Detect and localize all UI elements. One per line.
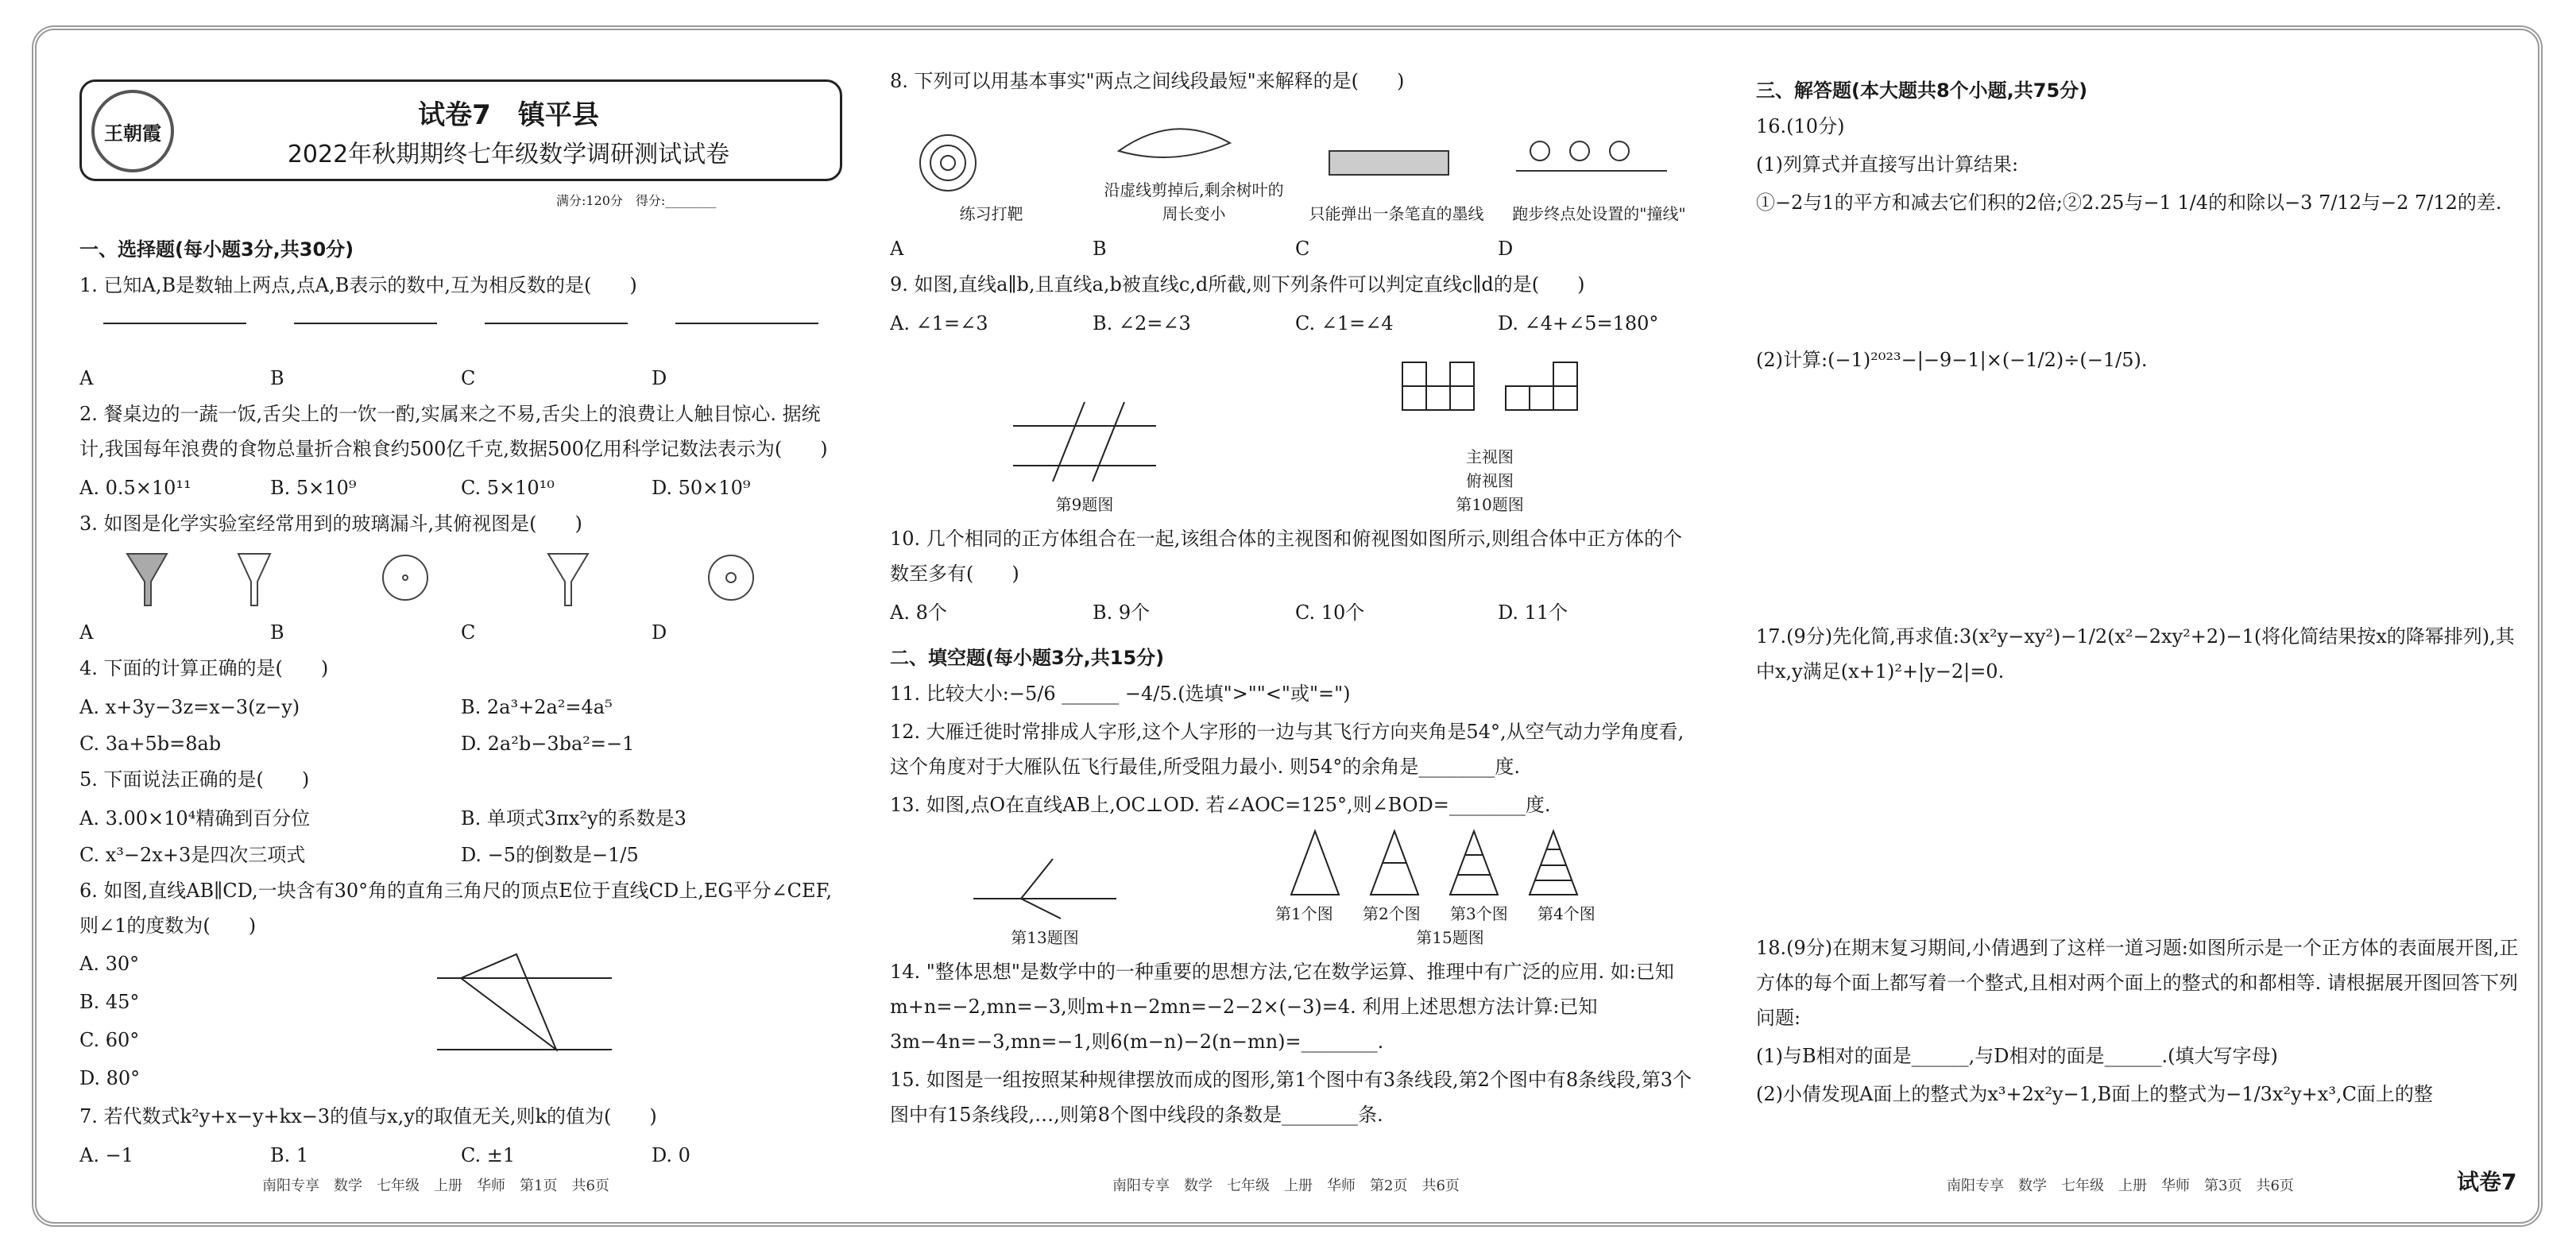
q6-option-b[interactable]: B. 45°: [79, 991, 140, 1013]
publisher-logo: [91, 90, 174, 172]
q7-option-b[interactable]: B. 1: [270, 1144, 309, 1166]
footer-right: 南阳专享 数学 七年级 上册 华师 第3页 共6页: [1947, 1178, 2294, 1194]
question-1: 1. 已知A,B是数轴上两点,点A,B表示的数中,互为相反数的是( ): [79, 274, 637, 296]
q10-option-b[interactable]: B. 9个: [1093, 601, 1151, 624]
q3-options: [79, 614, 842, 651]
q8-option-c[interactable]: C: [1295, 238, 1310, 260]
q5-option-b[interactable]: B. 单项式3πx²y的系数是3: [461, 807, 687, 830]
question-4: 4. 下面的计算正确的是( ): [79, 657, 329, 679]
q9-options: [890, 305, 1700, 342]
section-1-heading: 一、选择题(每小题3分,共30分): [79, 238, 354, 261]
q3-option-d[interactable]: D: [652, 621, 667, 644]
fig15-caption-4: 第4个图: [1537, 904, 1595, 923]
exam-header: [79, 79, 842, 181]
q6-option-a[interactable]: A. 30°: [79, 953, 140, 975]
q9-option-b[interactable]: B. ∠2=∠3: [1093, 312, 1191, 335]
figure-13: [965, 851, 1124, 950]
q3-option-b[interactable]: B: [270, 621, 284, 644]
fig10-main-view-label: 主视图: [1466, 447, 1514, 466]
q4-option-c[interactable]: C. 3a+5b=8ab: [79, 733, 222, 755]
q8-caption-b: 沿虚线剪掉后,剩余树叶的周长变小: [1104, 180, 1284, 223]
q13-q15-figures: [890, 827, 1700, 950]
question-6: 6. 如图,直线AB∥CD,一块含有30°角的直角三角尺的顶点E位于直线CD上,EG平分∠CEF,则∠1的度数为( ): [79, 880, 833, 937]
column-1: [79, 222, 842, 1168]
q17-answer-space[interactable]: [1756, 692, 2519, 930]
question-13: 13. 如图,点O在直线AB上,OC⊥OD. 若∠AOC=125°,则∠BOD=________度.: [890, 794, 1551, 816]
logo-text: 王朝霞: [104, 121, 161, 145]
q16-part-1-detail: ①−2与1的平方和减去它们积的2倍;②2.25与−1 1/4的和除以−3 7/12与−2 7/12的差.: [1756, 191, 2502, 214]
exam-badge: 试卷7: [2457, 1169, 2517, 1195]
q8-figure-b: [1103, 103, 1286, 226]
running-finish-line-image: [1508, 127, 1691, 199]
figure-10: [1394, 346, 1585, 516]
question-10: 10. 几个相同的正方体组合在一起,该组合体的主视图和俯视图如图所示,则组合体中正方体的个数至多有( ): [890, 528, 1683, 585]
q10-option-c[interactable]: C. 10个: [1295, 601, 1365, 624]
q15-triangles-figure: [1275, 827, 1625, 899]
q10-views-figure: [1394, 346, 1585, 442]
q8-option-d[interactable]: D: [1498, 238, 1514, 260]
q8-caption-c: 只能弹出一条笔直的墨线: [1309, 204, 1484, 223]
footer-left: 南阳专享 数学 七年级 上册 华师 第1页 共6页: [262, 1178, 609, 1194]
q4-option-d[interactable]: D. 2a²b−3ba²=−1: [461, 733, 635, 755]
q9-lines-figure: [1005, 394, 1164, 489]
fig10-top-view-label: 俯视图: [1466, 471, 1514, 490]
q5-option-c[interactable]: C. x³−2x+3是四次三项式: [79, 844, 306, 866]
q8-figures: [890, 103, 1700, 226]
target-practice-image: [900, 127, 1083, 199]
q7-option-a[interactable]: A. −1: [79, 1144, 133, 1166]
q7-option-d[interactable]: D. 0: [652, 1144, 690, 1166]
q5-option-a[interactable]: A. 3.00×10⁴精确到百分位: [79, 807, 311, 830]
column-3: [1756, 64, 2519, 1168]
q2-option-c[interactable]: C. 5×10¹⁰: [461, 477, 555, 499]
ink-line-image: [1305, 127, 1488, 199]
q3-option-a[interactable]: A: [79, 621, 94, 644]
fig15-caption-1: 第1个图: [1275, 904, 1333, 923]
q5-options-row1: [79, 800, 842, 837]
fig15-caption: 第15题图: [1416, 928, 1484, 947]
question-17: 17.(9分)先化简,再求值:3(x²y−xy²)−1/2(x²−2xy²+2)−1(将化简结果按x的降幂排列),其中x,y满足(x+1)²+|y−2|=0.: [1756, 625, 2515, 683]
question-3: 3. 如图是化学实验室经常用到的玻璃漏斗,其俯视图是( ): [79, 512, 582, 535]
question-8: 8. 下列可以用基本事实"两点之间线段最短"来解释的是( ): [890, 70, 1405, 92]
q8-options: [890, 230, 1700, 267]
q7-option-c[interactable]: C. ±1: [461, 1144, 516, 1166]
question-9: 9. 如图,直线a∥b,且直线a,b被直线c,d所截,则下列条件可以判定直线c∥d的是( ): [890, 273, 1585, 296]
q7-options: [79, 1137, 842, 1168]
q16-part-2: (2)计算:(−1)²⁰²³−|−9−1|×(−1/2)÷(−1/5).: [1756, 349, 2148, 371]
q9-option-d[interactable]: D. ∠4+∠5=180°: [1498, 312, 1659, 335]
q6-body: [79, 946, 842, 1099]
q6-parallel-lines-figure: [429, 946, 636, 1066]
q4-option-a[interactable]: A. x+3y−3z=x−3(z−y): [79, 696, 300, 718]
fig15-caption-2: 第2个图: [1363, 904, 1421, 923]
fig15-caption-3: 第3个图: [1450, 904, 1508, 923]
question-12: 12. 大雁迁徙时常排成人字形,这个人字形的一边与其飞行方向夹角是54°,从空气动力学角度看,这个角度对于大雁队伍飞行最佳,所受阻力最小. 则54°的余角是________度.: [890, 721, 1684, 778]
q10-options: [890, 594, 1700, 631]
q18-part-2: (2)小倩发现A面上的整式为x³+2x²y−1,B面上的整式为−1/3x²y+x³,C面上的整: [1756, 1083, 2433, 1105]
q8-caption-d: 跑步终点处设置的"撞线": [1512, 204, 1686, 223]
q16-part-2-answer-space[interactable]: [1756, 381, 2519, 619]
figure-15: [1275, 827, 1625, 950]
question-16: 16.(10分): [1756, 115, 1845, 137]
number-lines-figure: [87, 307, 834, 355]
q3-funnel-figures: [79, 546, 842, 609]
question-11: 11. 比较大小:−5/6 ______ −4/5.(选填">""<"或"="): [890, 683, 1351, 705]
question-2: 2. 餐桌边的一蔬一饭,舌尖上的一饮一酌,实属来之不易,舌尖上的浪费让人触目惊心. 据统计,我国每年浪费的食物总量折合粮食约500亿千克,数据500亿用科学记数法表示为( ): [79, 403, 828, 460]
question-15: 15. 如图是一组按照某种规律摆放而成的图形,第1个图中有3条线段,第2个图中有8条线段,第3个图中有15条线段,…,则第8个图中线段的条数是________条.: [890, 1069, 1692, 1126]
q6-options: [79, 946, 429, 1099]
q6-option-c[interactable]: C. 60°: [79, 1029, 140, 1051]
q4-options-row1: [79, 689, 842, 725]
q18-part-1: (1)与B相对的面是______,与D相对的面是______.(填大写字母): [1756, 1045, 2278, 1067]
q1-option-d[interactable]: D: [652, 367, 667, 389]
q9-option-c[interactable]: C. ∠1=∠4: [1295, 312, 1394, 335]
q4-options-row2: [79, 725, 842, 762]
figure-9: [1005, 394, 1164, 516]
q8-figure-a: [900, 127, 1083, 226]
q16-part-1: (1)列算式并直接写出计算结果:: [1756, 153, 2019, 176]
q2-option-b[interactable]: B. 5×10⁹: [270, 477, 357, 499]
q10-option-d[interactable]: D. 11个: [1498, 601, 1568, 624]
fig13-caption: 第13题图: [1011, 928, 1079, 947]
q1-option-a[interactable]: A: [79, 367, 94, 389]
q8-caption-a: 练习打靶: [959, 204, 1023, 223]
q6-option-d[interactable]: D. 80°: [79, 1067, 141, 1089]
footer-middle: 南阳专享 数学 七年级 上册 华师 第2页 共6页: [1112, 1178, 1460, 1194]
q8-option-b[interactable]: B: [1093, 238, 1107, 260]
exam-subtitle: 2022年秋期期终七年级数学调研测试试卷: [287, 141, 730, 168]
fig15-captions: [1275, 902, 1625, 926]
q13-angle-figure: [965, 851, 1124, 922]
fig9-caption: 第9题图: [1055, 495, 1114, 514]
q4-option-b[interactable]: B. 2a³+2a²=4a⁵: [461, 696, 613, 718]
q1-options: [79, 360, 842, 396]
q5-options-row2: [79, 837, 842, 873]
q2-option-d[interactable]: D. 50×10⁹: [652, 477, 751, 499]
q1-option-b[interactable]: B: [270, 367, 284, 389]
question-14: 14. "整体思想"是数学中的一种重要的思想方法,它在数学运算、推理中有广泛的应用. 如:已知m+n=−2,mn=−3,则m+n−2mn=−2−2×(−3)=4. 利用上述思想方法计算:已知3m−4n=−3,mn=−1,则6(m−n)−2(n−mn)=________.: [890, 961, 1674, 1053]
q16-answer-space[interactable]: [1756, 223, 2519, 342]
column-2: [890, 64, 1700, 1168]
q10-option-a[interactable]: A. 8个: [890, 601, 947, 624]
q8-option-a[interactable]: A: [890, 238, 904, 260]
q2-option-a[interactable]: A. 0.5×10¹¹: [79, 477, 191, 499]
fig10-caption: 第10题图: [1456, 495, 1524, 514]
q3-option-c[interactable]: C: [461, 621, 476, 644]
q2-options: [79, 470, 842, 506]
q8-figure-c: [1305, 127, 1488, 226]
q9-option-a[interactable]: A. ∠1=∠3: [890, 312, 988, 335]
funnel-figure: [87, 546, 834, 609]
q8-figure-d: [1508, 127, 1691, 226]
q1-number-lines: [79, 307, 842, 355]
question-18: 18.(9分)在期末复习期间,小倩遇到了这样一道习题:如图所示是一个正方体的表面展开图,正方体的每个面上都写着一个整式,且相对两个面上的整式的和都相等. 请根据展开图回答下列问题:: [1756, 937, 2519, 1029]
exam-title: 试卷7 镇平县: [418, 99, 599, 131]
section-3-heading: 三、解答题(本大题共8个小题,共75分): [1756, 79, 2088, 102]
q5-option-d[interactable]: D. −5的倒数是−1/5: [461, 844, 639, 866]
section-2-heading: 二、填空题(每小题3分,共15分): [890, 647, 1165, 669]
q9-q10-figures: [890, 346, 1700, 516]
q1-option-c[interactable]: C: [461, 367, 476, 389]
score-line: 满分:120分 得分:________: [556, 193, 717, 208]
question-7: 7. 若代数式k²y+x−y+kx−3的值与x,y的取值无关,则k的值为( ): [79, 1105, 657, 1127]
leaf-cut-image: [1103, 103, 1286, 175]
question-5: 5. 下面说法正确的是( ): [79, 768, 310, 791]
